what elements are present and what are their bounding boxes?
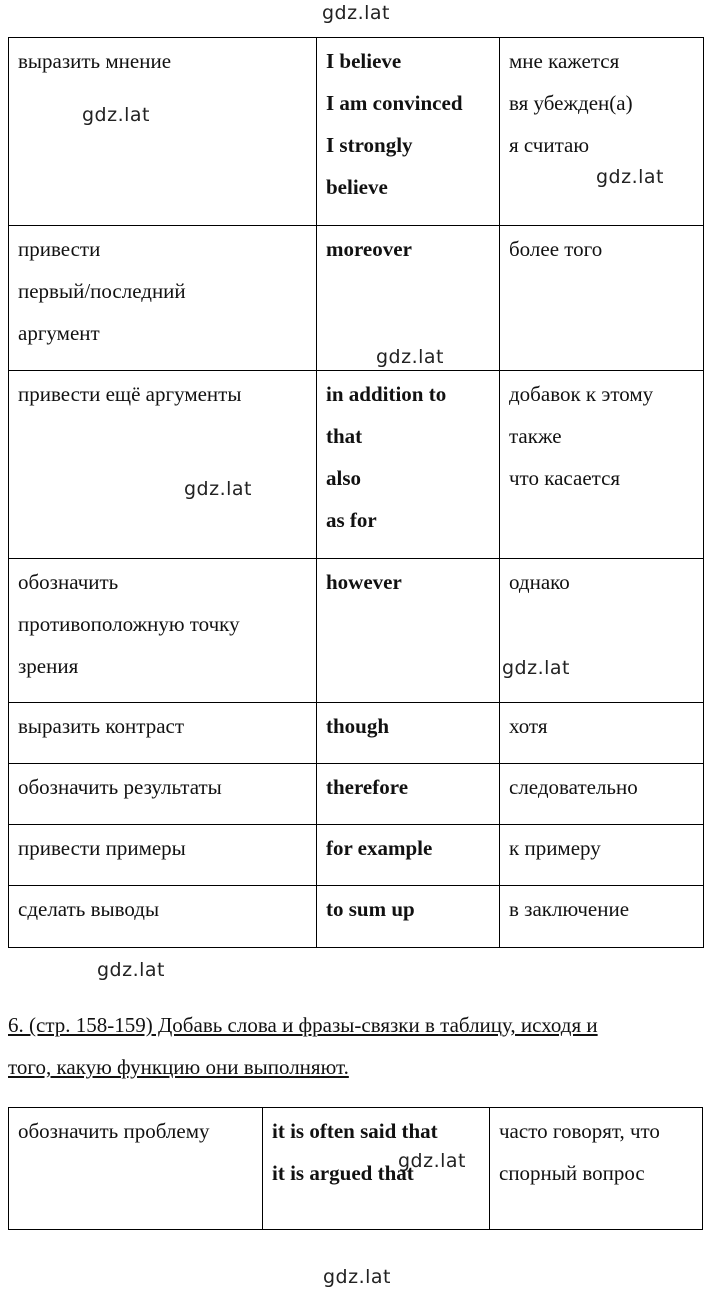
translation-cell: в заключение <box>500 886 704 948</box>
function-cell: обозначить результаты <box>9 764 317 825</box>
watermark: gdz.lat <box>82 104 151 126</box>
function-cell: сделать выводы <box>9 886 317 948</box>
table-row <box>9 38 704 226</box>
function-cell: привести примеры <box>9 825 317 886</box>
translation-cell: добавок к этому также что касается <box>500 371 704 559</box>
function-cell: обозначить проблему <box>9 1108 263 1230</box>
table-row <box>9 825 704 886</box>
task-instruction: 6. (стр. 158-159) Добавь слова и фразы-связки в таблицу, исходя и того, какую функцию они выполняют. <box>8 1013 598 1079</box>
phrase-cell: though <box>317 703 500 764</box>
table-row <box>9 1108 703 1230</box>
translation-cell: более того <box>500 226 704 371</box>
watermark: gdz.lat <box>398 1150 467 1172</box>
watermark: gdz.lat <box>596 166 665 188</box>
table-row <box>9 886 704 948</box>
watermark: gdz.lat <box>97 959 166 981</box>
function-cell: привести ещё аргументы <box>9 371 317 559</box>
table-row <box>9 226 704 371</box>
phrase-cell: for example <box>317 825 500 886</box>
linking-words-table <box>8 37 704 948</box>
translation-cell: к примеру <box>500 825 704 886</box>
function-cell: привести первый/последний аргумент <box>9 226 317 371</box>
function-cell: обозначить противоположную точку зрения <box>9 559 317 703</box>
translation-cell: следовательно <box>500 764 704 825</box>
table-row <box>9 703 704 764</box>
linking-words-table-2 <box>8 1107 703 1230</box>
table-row <box>9 764 704 825</box>
function-cell: выразить мнение <box>9 38 317 226</box>
function-cell: выразить контраст <box>9 703 317 764</box>
table-row <box>9 559 704 703</box>
phrase-cell: to sum up <box>317 886 500 948</box>
table-row <box>9 371 704 559</box>
translation-cell: мне кажется вя убежден(а) я считаю <box>500 38 704 226</box>
watermark: gdz.lat <box>502 657 571 679</box>
translation-cell: хотя <box>500 703 704 764</box>
watermark: gdz.lat <box>184 478 253 500</box>
phrase-cell: however <box>317 559 500 703</box>
watermark: gdz.lat <box>323 1266 392 1288</box>
translation-cell: часто говорят, что спорный вопрос <box>490 1108 703 1230</box>
watermark: gdz.lat <box>376 346 445 368</box>
phrase-cell: therefore <box>317 764 500 825</box>
phrase-cell: moreover <box>317 226 500 371</box>
phrase-cell: it is often said that it is argued that <box>263 1108 490 1230</box>
phrase-cell: I believe I am convinced I strongly believe <box>317 38 500 226</box>
watermark: gdz.lat <box>322 2 391 24</box>
phrase-cell: in addition to that also as for <box>317 371 500 559</box>
translation-cell: однако <box>500 559 704 703</box>
